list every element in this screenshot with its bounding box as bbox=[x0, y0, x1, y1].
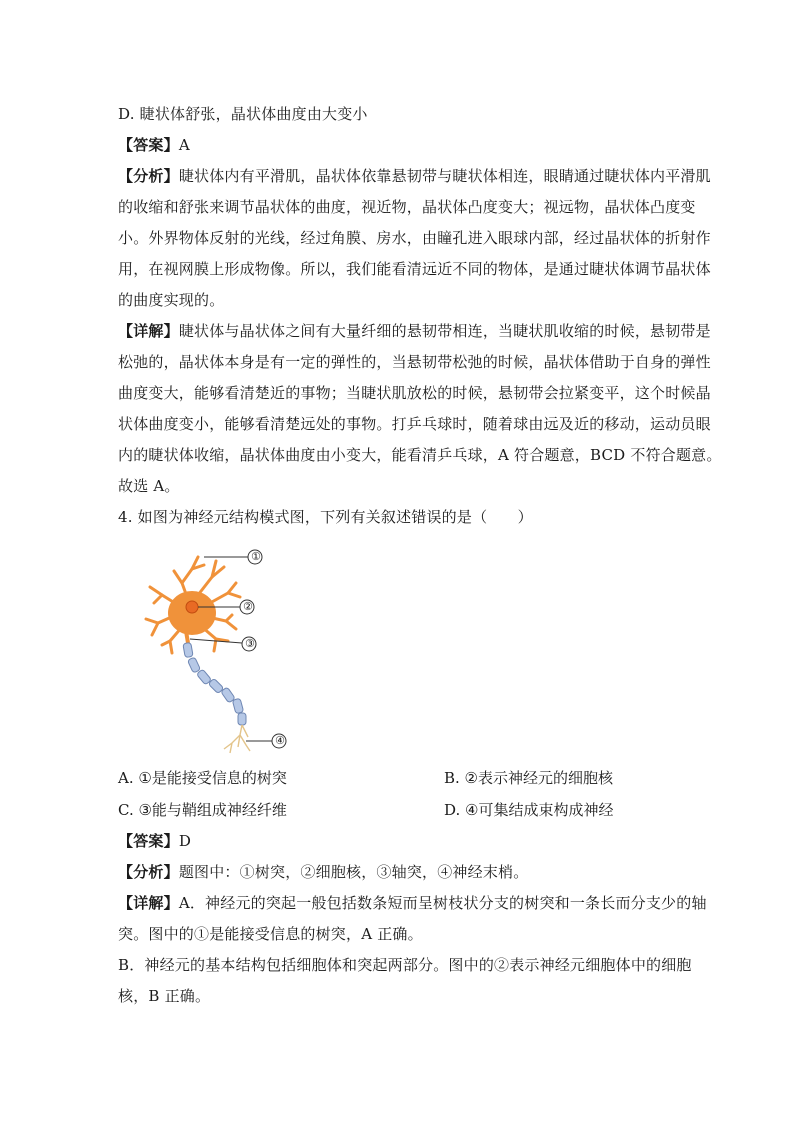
analysis-line-4: 用，在视网膜上形成物像。所以，我们能看清远近不同的物体，是通过睫状体调节晶状体 bbox=[118, 260, 711, 278]
answer-line bbox=[118, 135, 190, 155]
detail-line-3: 曲度变大，能够看清楚近的事物；当睫状肌放松的时候，悬韧带会拉紧变平，这个时候晶 bbox=[118, 384, 711, 402]
analysis-line-q4 bbox=[118, 862, 528, 882]
detail-line-q4-2: 突。图中的①是能接受信息的树突，A 正确。 bbox=[118, 925, 423, 943]
detail-tag-q4: 【详解】 bbox=[118, 894, 179, 912]
figure-label-3: ③ bbox=[245, 637, 255, 650]
detail-text-q4: A．神经元的突起一般包括数条短而呈树枝状分支的树突和一条长而分支少的轴 bbox=[178, 894, 707, 912]
detail-text: 睫状体与晶状体之间有大量纤细的悬韧带相连，当睫状肌收缩的时候，悬韧带是 bbox=[178, 322, 711, 340]
axon bbox=[183, 642, 246, 725]
detail-line-q4-3: B．神经元的基本结构包括细胞体和突起两部分。图中的②表示神经元细胞体中的细胞 bbox=[118, 956, 692, 974]
analysis-line bbox=[118, 166, 711, 186]
detail-line-4: 状体曲度变小，能够看清楚远处的事物。打乒乓球时，随着球由远及近的移动，运动员眼 bbox=[118, 415, 711, 433]
axon-hillock bbox=[186, 631, 188, 643]
neuron-diagram bbox=[132, 543, 302, 758]
figure-label-2: ② bbox=[243, 600, 253, 613]
answer-text-q4: D bbox=[178, 832, 192, 850]
detail-line-q4-4: 核，B 正确。 bbox=[118, 987, 211, 1005]
detail-tag: 【详解】 bbox=[118, 322, 179, 340]
detail-line-q4 bbox=[118, 893, 707, 913]
option-a: A. ①是能接受信息的树突 bbox=[118, 769, 287, 787]
analysis-text: 睫状体内有平滑肌，晶状体依靠悬韧带与睫状体相连，眼睛通过睫状体内平滑肌 bbox=[178, 167, 711, 185]
nucleus bbox=[186, 601, 198, 613]
nerve-endings bbox=[224, 725, 250, 753]
analysis-tag-q4: 【分析】 bbox=[118, 863, 179, 881]
figure-label-1: ① bbox=[251, 550, 261, 563]
figure-label-4: ④ bbox=[275, 734, 285, 747]
conclusion-line: 故选 A。 bbox=[118, 477, 180, 495]
option-b: B. ②表示神经元的细胞核 bbox=[444, 769, 614, 787]
option-d-line: D. 睫状体舒张，晶状体曲度由大变小 bbox=[118, 105, 368, 123]
leader-lines bbox=[190, 557, 272, 741]
analysis-text-q4: 题图中：①树突，②细胞核，③轴突，④神经末梢。 bbox=[178, 863, 529, 881]
answer-line-q4 bbox=[118, 831, 191, 851]
answer-tag: 【答案】 bbox=[118, 136, 179, 154]
answer-tag-q4: 【答案】 bbox=[118, 832, 179, 850]
analysis-line-3: 小。外界物体反射的光线，经过角膜、房水，由瞳孔进入眼球内部，经过晶状体的折射作 bbox=[118, 229, 711, 247]
question-4: 4. 如图为神经元结构模式图，下列有关叙述错误的是（ ） bbox=[118, 508, 533, 526]
detail-line-5: 内的睫状体收缩，晶状体曲度由小变大，能看清乒乓球，A 符合题意，BCD 不符合题意。 bbox=[118, 446, 722, 464]
option-c: C. ③能与鞘组成神经纤维 bbox=[118, 801, 287, 819]
analysis-line-5: 的曲度实现的。 bbox=[118, 291, 225, 309]
analysis-line-2: 的收缩和舒张来调节晶状体的曲度，视近物，晶状体凸度变大；视远物，晶状体凸度变 bbox=[118, 198, 696, 216]
detail-line-2: 松弛的，晶状体本身是有一定的弹性的，当悬韧带松弛的时候，晶状体借助于自身的弹性 bbox=[118, 353, 711, 371]
option-d: D. ④可集结成束构成神经 bbox=[444, 801, 614, 819]
detail-line bbox=[118, 321, 711, 341]
neuron-figure bbox=[132, 543, 302, 758]
answer-text: A bbox=[178, 136, 190, 154]
analysis-tag: 【分析】 bbox=[118, 167, 179, 185]
